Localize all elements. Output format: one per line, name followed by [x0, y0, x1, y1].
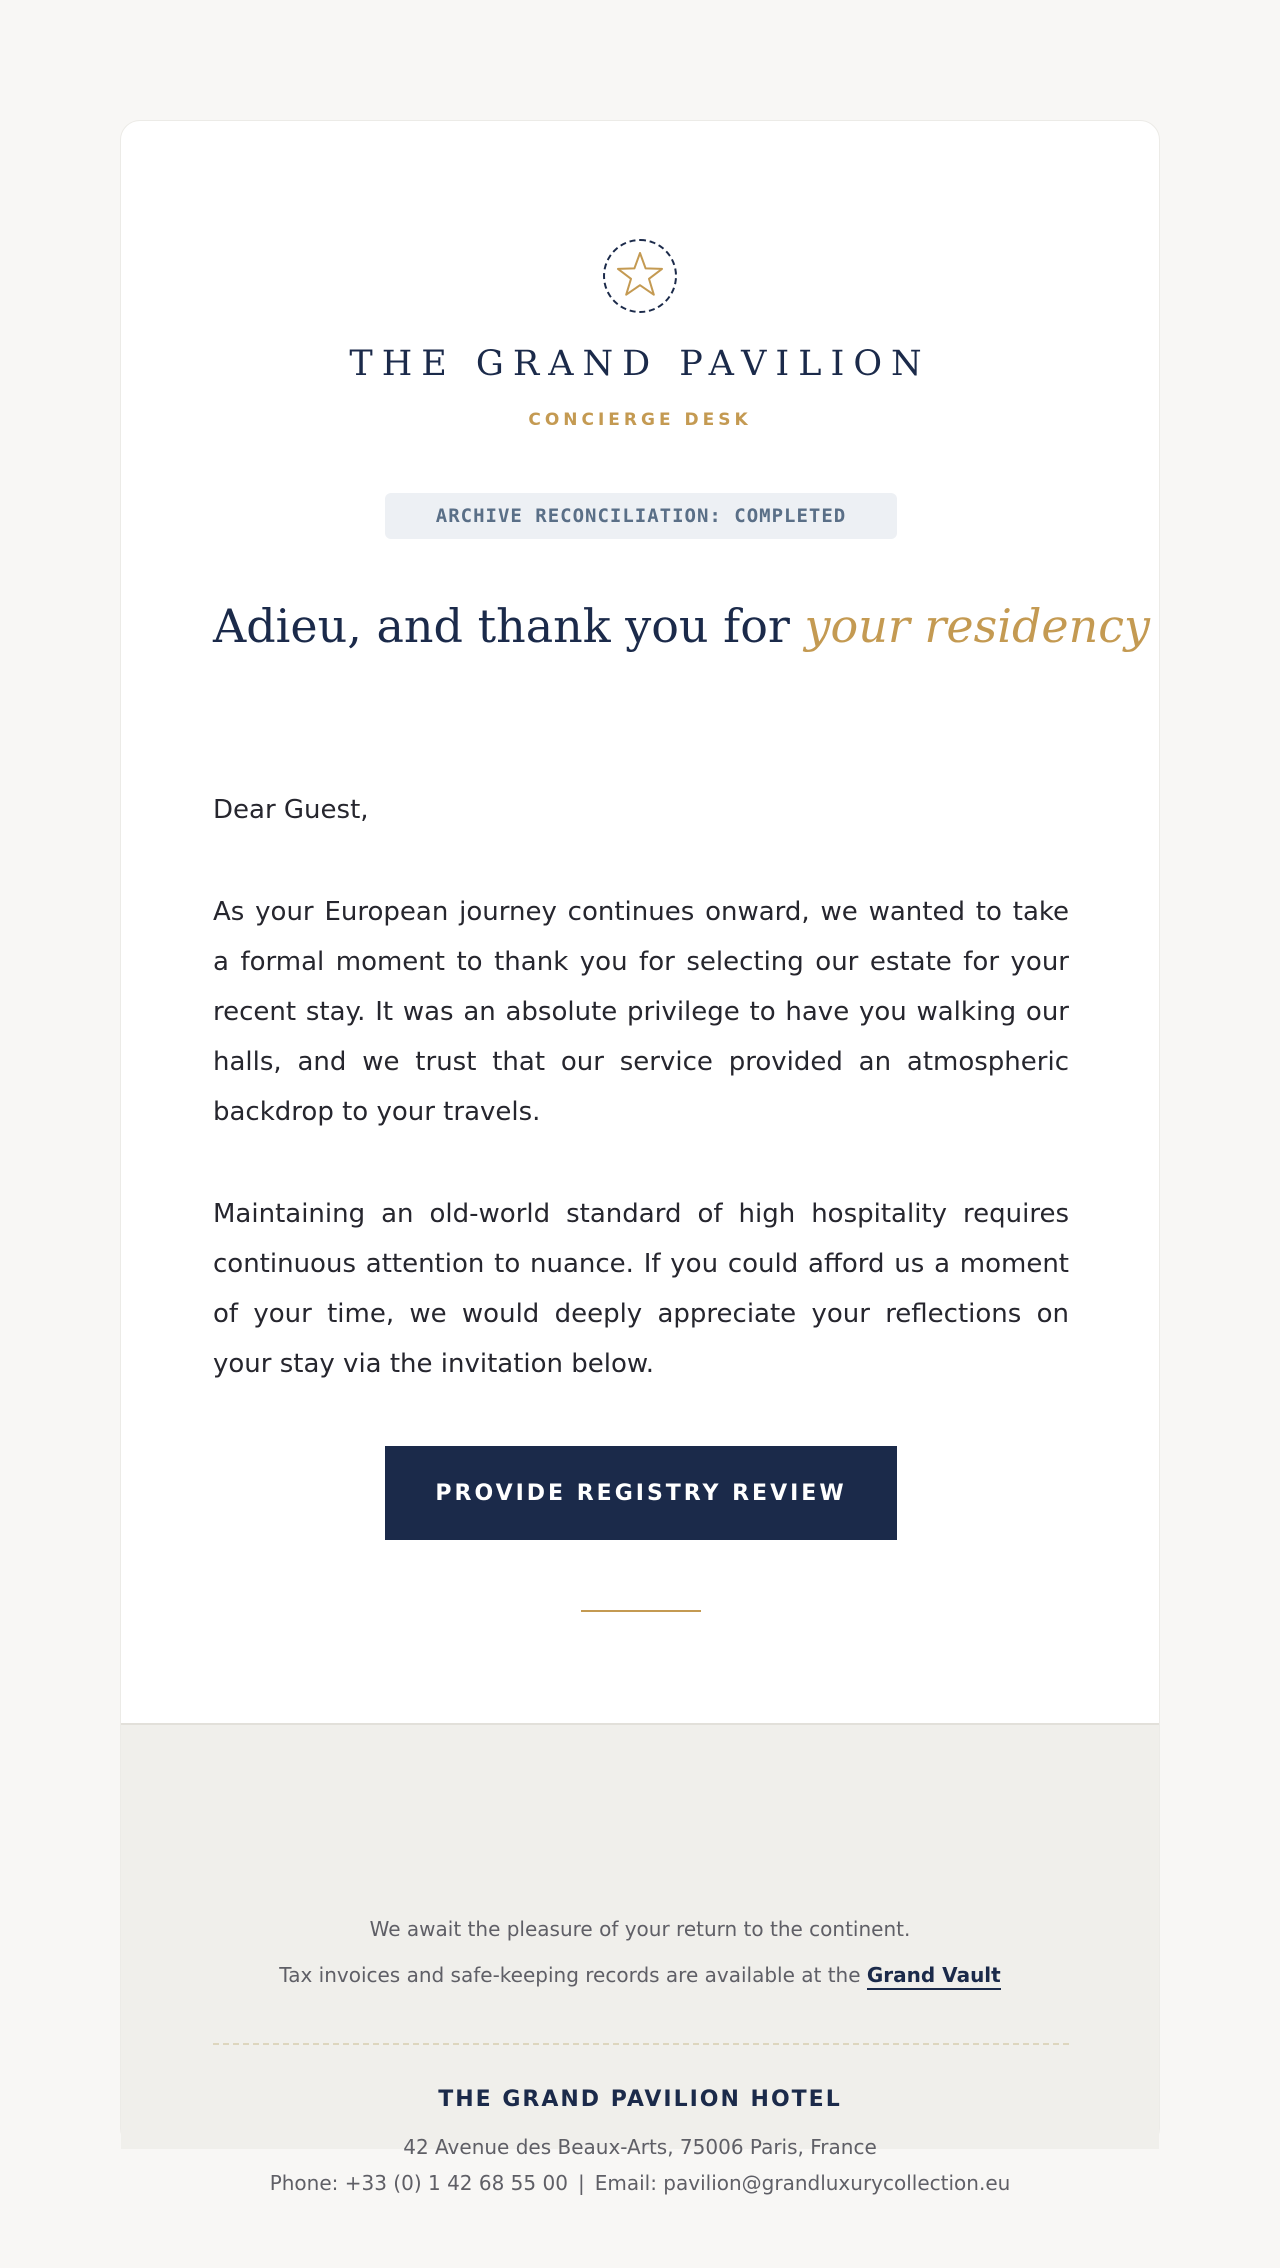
hotel-name: THE GRAND PAVILION HOTEL — [438, 2087, 842, 2112]
footer — [121, 1723, 1159, 2195]
hotel-email: Email: pavilion@grandluxurycollection.eu — [594, 2171, 1011, 2195]
hotel-phone: Phone: +33 (0) 1 42 68 55 00 — [269, 2171, 568, 2195]
body-paragraph-2: Maintaining an old-world standard of high hospitality requires continuous attention to nuance. If you could afford us a moment of your time, we would deeply appreciate your reflections on your stay via the invitation below. — [213, 1199, 1069, 1379]
hotel-address: 42 Avenue des Beaux-Arts, 75006 Paris, France — [403, 2135, 877, 2159]
brand-name: THE GRAND PAVILION — [349, 344, 931, 384]
headline-emphasis: your residency — [804, 599, 1151, 653]
greeting: Dear Guest, — [213, 795, 369, 825]
headline — [213, 597, 1151, 657]
footer-records-line — [121, 1963, 1159, 1987]
sub-brand: CONCIERGE DESK — [528, 410, 752, 430]
logo-emblem — [603, 239, 677, 313]
grand-vault-link[interactable]: Grand Vault — [867, 1963, 1001, 1990]
email-card — [120, 120, 1160, 2195]
contact-separator: | — [577, 2171, 585, 2195]
headline-main: Adieu, and thank you for — [213, 599, 790, 653]
hotel-contact — [121, 2171, 1159, 2195]
provide-review-button[interactable]: PROVIDE REGISTRY REVIEW — [385, 1446, 897, 1540]
gold-divider — [581, 1610, 701, 1612]
footer-records-text: Tax invoices and safe-keeping records are available at the — [279, 1963, 861, 1987]
footer-divider — [213, 2043, 1069, 2045]
body-paragraph-1: As your European journey continues onward, we wanted to take a formal moment to thank you for selecting our estate for your recent stay. It was an absolute privilege to have you walking our halls, and we trust that our service provided an atmospheric backdrop to your travels. — [213, 897, 1069, 1127]
status-badge: ARCHIVE RECONCILIATION: COMPLETED — [385, 493, 897, 539]
star-icon — [612, 248, 668, 304]
footer-await-text: We await the pleasure of your return to the continent. — [369, 1917, 911, 1941]
